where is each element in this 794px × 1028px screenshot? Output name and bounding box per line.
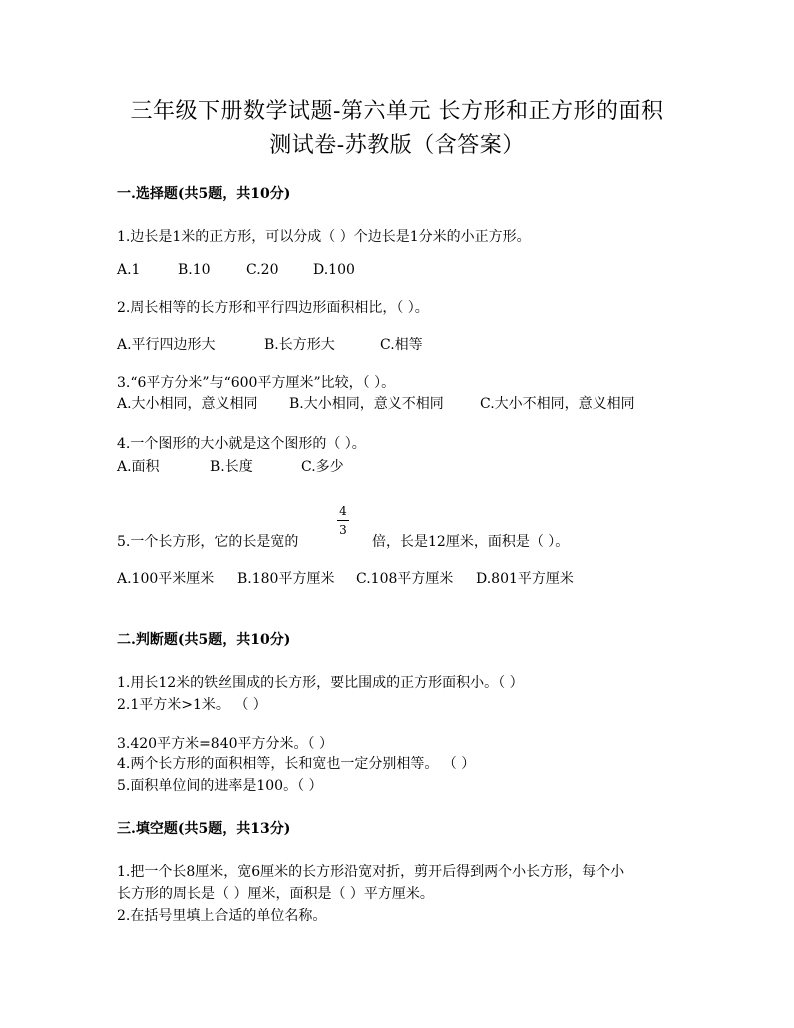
- judge-item-1: 1.用长12米的铁丝围成的长方形，要比围成的正方形面积小。（ ）: [117, 675, 524, 691]
- fraction-numerator: 4: [339, 504, 347, 518]
- question-1-option-d: D.100: [313, 262, 355, 278]
- question-5-text-before: 5.一个长方形，它的长是宽的: [117, 534, 299, 550]
- fill-question-1-line2: 长方形的周长是（ ）厘米，面积是（ ）平方厘米。: [117, 886, 434, 902]
- question-3-option-c: C.大小不相同，意义相同: [480, 396, 635, 412]
- fill-question-1-line1: 1.把一个长8厘米，宽6厘米的长方形沿宽对折，剪开后得到两个小长方形，每个小: [117, 864, 625, 880]
- question-4-option-b: B.长度: [210, 459, 253, 475]
- section-heading-judge: 二.判断题(共5题，共10分): [117, 632, 291, 648]
- judge-item-2: 2.1平方米>1米。 （ ）: [117, 697, 267, 713]
- question-5-option-c: C.108平方厘米: [356, 571, 454, 587]
- question-2-option-a: A.平行四边形大: [117, 337, 216, 353]
- document-title-line2: 测试卷-苏教版（含答案）: [269, 133, 525, 158]
- question-4-option-c: C.多少: [301, 459, 344, 475]
- question-1-text: 1.边长是1米的正方形，可以分成（ ）个边长是1分米的小正方形。: [117, 229, 531, 245]
- question-4-text: 4.一个图形的大小就是这个图形的（ ）。: [117, 436, 366, 452]
- question-4-option-a: A.面积: [117, 459, 160, 475]
- fraction-four-thirds: [337, 504, 349, 537]
- question-3-option-a: A.大小相同，意义相同: [117, 396, 258, 412]
- question-2-option-c: C.相等: [380, 337, 423, 353]
- question-3-text: 3.“6平方分米”与“600平方厘米”比较，（ ）。: [117, 375, 396, 391]
- judge-item-4: 4.两个长方形的面积相等，长和宽也一定分别相等。 （ ）: [117, 756, 476, 772]
- fraction-denominator: 3: [339, 523, 347, 537]
- judge-item-5: 5.面积单位间的进率是100。（ ）: [117, 778, 323, 794]
- question-1-option-b: B.10: [178, 262, 211, 278]
- question-5-text-after: 倍，长是12厘米，面积是（ ）。: [372, 534, 570, 550]
- question-1-option-a: A.1: [117, 262, 141, 278]
- document-title-line1: 三年级下册数学试题-第六单元 长方形和正方形的面积: [130, 99, 664, 124]
- question-1-option-c: C.20: [246, 262, 279, 278]
- question-2-option-b: B.长方形大: [264, 337, 335, 353]
- question-5-option-b: B.180平方厘米: [237, 571, 335, 587]
- judge-item-3: 3.420平方米=840平方分米。（ ）: [117, 736, 333, 752]
- question-5-option-d: D.801平方厘米: [476, 571, 574, 587]
- fill-question-2: 2.在括号里填上合适的单位名称。: [117, 908, 327, 924]
- question-5-option-a: A.100平米厘米: [117, 571, 215, 587]
- question-2-text: 2.周长相等的长方形和平行四边形面积相比，（ ）。: [117, 300, 429, 316]
- question-3-option-b: B.大小相同，意义不相同: [289, 396, 444, 412]
- section-heading-fill: 三.填空题(共5题，共13分): [117, 821, 291, 837]
- section-heading-choice: 一.选择题(共5题，共10分): [117, 186, 291, 202]
- fraction-bar: [337, 520, 349, 521]
